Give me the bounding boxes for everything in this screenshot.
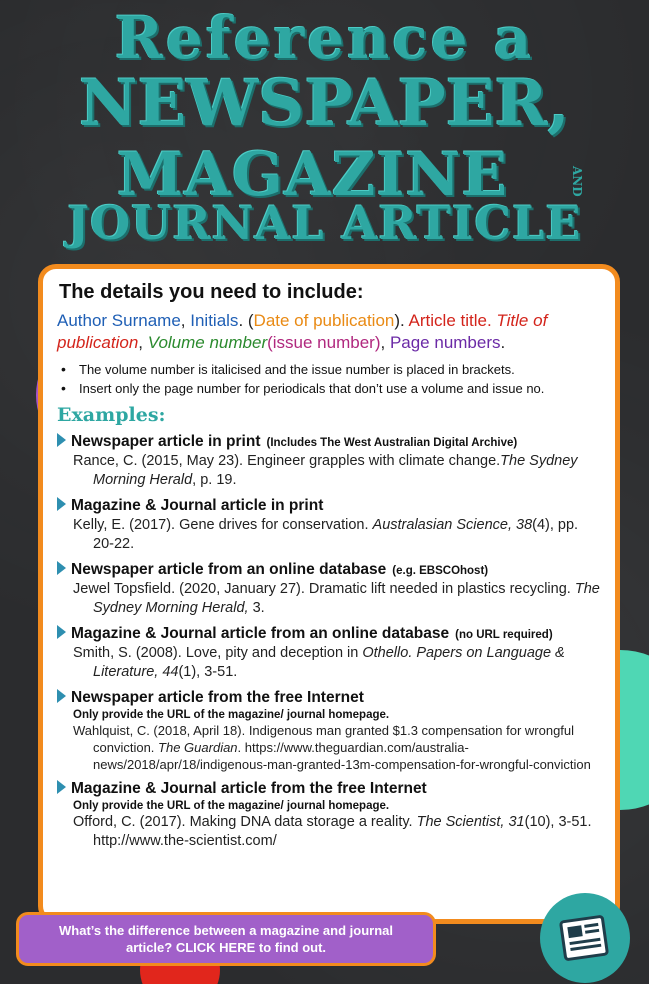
example-newspaper-print [57,432,601,490]
title-and: AND [570,166,584,197]
format-author: Author Surname [57,311,181,330]
example-note: (e.g. EBSCOhost) [392,565,489,577]
details-card [38,264,620,924]
ref-text: Kelly, E. (2017). Gene drives for conservation. [73,517,373,533]
title-line-4: JOURNAL ARTICLE [67,196,582,250]
note-item: • The volume number is italicised and the issue number is placed in brackets. [57,360,601,379]
example-note: (no URL required) [455,629,553,641]
example-reference [73,452,601,490]
ref-italic: Othello. Papers on Language & Literature, 44 [93,645,565,680]
example-reference [73,722,601,773]
example-note: (Includes The West Australian Digital Archive) [266,437,518,449]
arrow-icon [57,433,66,447]
ref-italic: The Sydney Morning Herald, [93,581,600,616]
example-reference [73,580,601,618]
ref-text: Offord, C. (2017). Making DNA data storage a reality. [73,814,417,830]
format-initials: Initials [190,311,239,330]
format-sep: . ( [238,311,254,330]
example-magazine-internet [57,779,601,851]
cta-label: What’s the difference between a magazine and journal article? CLICK HERE to find out. [59,923,393,955]
ref-end: . https://www.theguardian.com/australia-news/2018/apr/18/indigenous-man-granted-13m-compensation-for-wrongful-conviction [93,740,591,772]
example-title: Newspaper article from the free Internet [71,689,364,706]
newspaper-icon-button[interactable] [540,893,630,983]
ref-end: (10), 3-51. http://www.the-scientist.com/ [93,814,592,849]
magazine-vs-journal-button[interactable] [16,912,436,966]
format-volume: Volume number [147,333,268,352]
example-title: Magazine & Journal article from the free Internet [71,780,427,797]
example-reference [73,644,601,682]
example-reference [73,813,601,851]
ref-end: (1), 3-51. [178,664,238,680]
format-sep: , [380,333,390,352]
ref-end: , p. 19. [192,472,237,488]
example-reference [73,516,601,554]
format-issue: (issue number) [267,333,381,352]
notes-list [57,360,601,398]
arrow-icon [57,689,66,703]
example-title: Newspaper article from an online database [71,561,387,578]
arrow-icon [57,561,66,575]
ref-text: Jewel Topsfield. (2020, January 27). Dramatic lift needed in plastics recycling. [73,581,575,597]
ref-text: Rance, C. (2015, May 23). Engineer grapples with climate change. [73,453,501,469]
example-title: Magazine & Journal article from an online database [71,625,450,642]
example-subnote: Only provide the URL of the magazine/ journal homepage. [73,709,390,721]
title-line-2: NEWSPAPER, [79,66,570,141]
example-magazine-database [57,624,601,682]
reference-format [57,310,601,354]
title-line-3: MAGAZINE [116,140,509,210]
example-newspaper-database [57,560,601,618]
example-magazine-print [57,496,601,554]
format-end: . [500,333,506,352]
example-newspaper-internet [57,688,601,773]
ref-end: 3. [248,600,265,616]
ref-italic: The Sydney Morning Herald [93,453,578,488]
ref-text: Wahlquist, C. (2018, April 18). Indigenous man granted $1.3 compensation for wrongful conviction. [73,723,575,755]
title-line-1: Reference a [114,4,535,72]
format-article-title: Article title. [408,311,492,330]
format-publication: Title of publication [57,311,548,352]
ref-text: Smith, S. (2008). Love, pity and deception in [73,645,363,661]
example-title: Magazine & Journal article in print [71,497,324,514]
newspaper-icon [557,913,613,963]
examples-heading: Examples: [57,404,166,426]
ref-italic: The Scientist, 31 [416,814,525,830]
example-title: Newspaper article in print [71,433,261,450]
format-date: Date of publication [253,311,395,330]
format-pages: Page numbers [389,333,501,352]
details-heading: The details you need to include: [59,281,364,303]
example-subnote: Only provide the URL of the magazine/ journal homepage. [73,800,390,812]
format-sep: , [138,333,148,352]
format-sep: ). [394,311,409,330]
arrow-icon [57,780,66,794]
note-item: • Insert only the page number for periodicals that don’t use a volume and issue no. [57,379,601,398]
ref-end: (4), pp. 20-22. [93,517,579,552]
ref-italic: Australasian Science, 38 [372,517,533,533]
page-title [0,0,649,260]
arrow-icon [57,497,66,511]
arrow-icon [57,625,66,639]
ref-italic: The Guardian [158,740,238,755]
format-sep: , [180,311,191,330]
